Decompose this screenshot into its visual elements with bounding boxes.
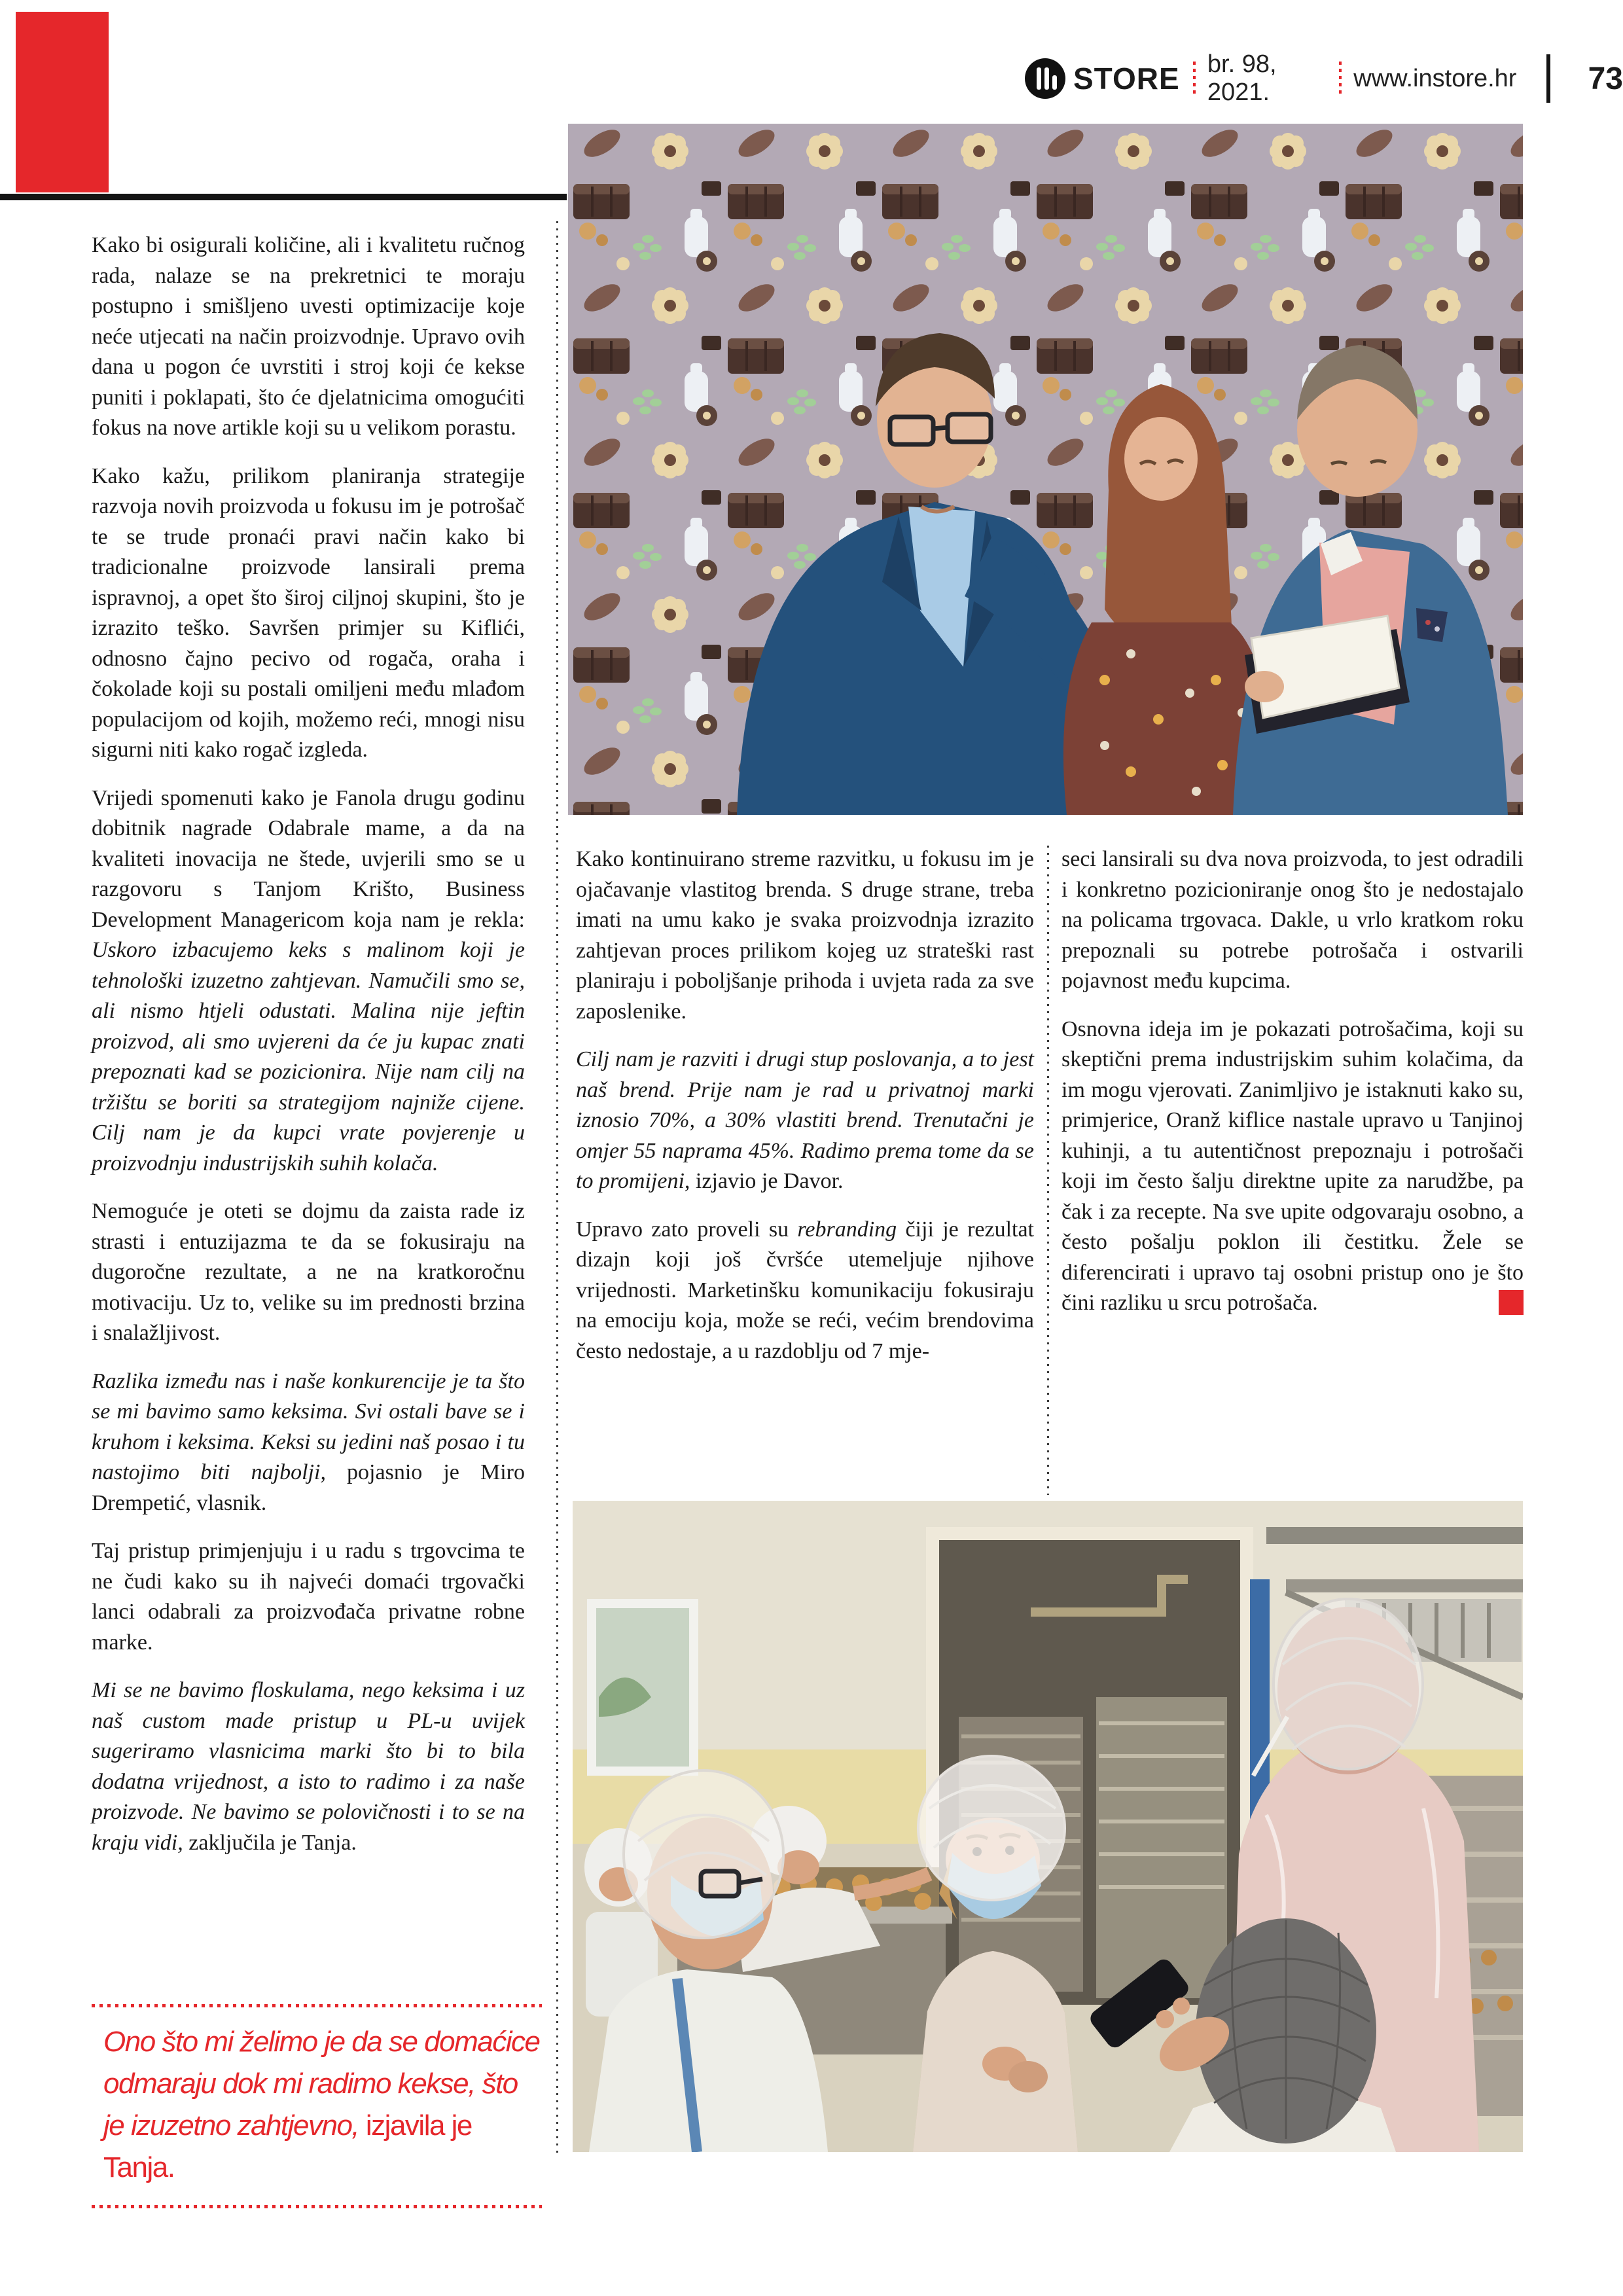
article-column-left <box>92 230 525 1876</box>
paragraph <box>576 844 1034 1027</box>
text-segment: Vrijedi spomenuti kako je Fanola drugu godinu dobitnik nagrade Odabrale mame, a da na kvaliteti inovacija ne štede, uvjerili smo se u razgovoru s Tanjom Krišto, Business Development Managericom koja nam je rekla: <box>92 785 525 932</box>
header-dotted-separator <box>1339 62 1342 96</box>
text-segment: Osnovna ideja im je pokazati potrošačima, koji su skeptični prema industrijskim suhim kolačima, da im mogu vjerovati. Zanimljivo je istaknuti kako su, primjerice, Oranž kiflice nastale upravo u Tanjinoj kuhinji, a tu autentičnost prepoznaju i potrošači koji im često šalju direktne upite za narudžbe, pa čak i za recepte. Na sve upite odgovaraju osobno, a često pošalju poklon ili čestitku. Žele se diferencirati i upravo taj osobni pristup ono je što čini razliku u srcu potrošača. <box>1061 1016 1524 1315</box>
quote-segment: Mi se ne bavimo floskulama, nego keksima i uz naš custom made pristup u PL-u uvijek sugeriramo vlasnicima marki što bi to bila dodatna vrijednost, a isto to radimo i za naše proizvode. Ne bavimo se polovičnosti i to se na kraju vidi, <box>92 1678 525 1855</box>
quote-segment: Cilj nam je razviti i drugi stup poslovanja, a to jest naš brend. Prije nam je rad u privatnoj marki iznosio 70%, a 30% vlastiti brend. Trenutačni je omjer 55 naprama 45%. Radimo prema tome da se to promijeni, <box>576 1047 1034 1193</box>
paragraph <box>92 461 525 766</box>
paragraph <box>92 1536 525 1658</box>
page-number: 73 <box>1588 61 1623 96</box>
hairnet <box>918 1756 1065 1900</box>
paragraph <box>576 1215 1034 1367</box>
paragraph <box>92 230 525 444</box>
corner-accent-bar <box>16 12 109 192</box>
paragraph <box>92 1367 525 1519</box>
quote-segment: rebranding <box>797 1217 897 1242</box>
header-dotted-separator <box>1193 62 1196 96</box>
paragraph <box>1061 1014 1524 1319</box>
issue-label: br. 98, 2021. <box>1207 50 1277 106</box>
text-segment: zaključila je Tanja. <box>183 1830 357 1855</box>
quote-segment: Razlika između nas i naše konkurencije je ta što se mi bavimo samo keksima. Svi ostali bave se i kruhom i keksima. Keksi su jedini naš posao i tu nastojimo biti najbolji, <box>92 1369 525 1484</box>
text-segment: Taj pristup primjenjuju i u radu s trgovcima te ne čudi kako su ih najveći domaći trgovački lanci odabrali za proizvođača privatne robne marke. <box>92 1539 525 1655</box>
photo-meeting-cookie-wall <box>568 124 1523 815</box>
paragraph <box>92 783 525 1179</box>
text-segment: Nemoguće je oteti se dojmu da zaista rade iz strasti i entuzijazma te da se fokusiraju na dugoročne rezultate, a ne na kratkoročnu motivaciju. Uz to, velike su im prednosti brzina i snalažljivost. <box>92 1199 525 1345</box>
text-segment: čiji je rezultat dizajn koji još čvršće utemeljuje njihove vrijednosti. Marketinšku komunikaciju fokusiraju na emociju koja, može se reći, većim brendovima često nedostaje, a u razdoblju od 7 mje- <box>576 1217 1035 1363</box>
pull-quote-text <box>92 2021 542 2189</box>
text-segment: Kako kažu, prilikom planiranja strategije razvoja novih proizvoda u fokusu im je potrošač te se trude pronaći pravi način kako bi tradicionalne proizvode lansirali prema ispravnoj, a opet što široj ciljnoj skupini, što je izrazito teško. Savršen primjer su Kiflići, odnosno čajno pecivo od rogača, oraha i čokolade koji su postali omiljeni među mlađom populacijom od kojih, možemo reći, mnogi nisu sigurni niti kako rogač izgleda. <box>92 463 525 762</box>
column-divider-middle <box>1047 846 1049 1495</box>
header-divider <box>1546 54 1550 103</box>
column-divider-left <box>556 221 558 2153</box>
bottom-photo-illustration <box>573 1501 1523 2152</box>
top-rule <box>0 194 567 200</box>
pull-quote <box>92 2004 542 2208</box>
article-end-mark <box>1499 1290 1524 1315</box>
text-segment: Kako bi osigurali količine, ali i kvalitetu ručnog rada, nalaze se na prekretnici te moraju postupno i smišljeno uvesti optimizacije koje neće utjecati na način proizvodnje. Upravo ovih dana u pogon će uvrstiti i stroj koji će kekse puniti i poklapati, što će djelatnicima omogućiti fokus na nove artikle koji su u velikom porastu. <box>92 233 525 440</box>
article-column-middle <box>576 844 1034 1384</box>
text-segment: seci lansirali su dva nova proizvoda, to jest odradili i konkretno pozicioniranje onog što je nedostajalo na policama trgovaca. Dakle, u vrlo kratkom roku prepoznali su potrebe potrošača i ostvarili pojavnost među kupcima. <box>1061 847 1524 993</box>
paragraph <box>1061 844 1524 997</box>
text-segment: Kako kontinuirano streme razvitku, u fokusu im je ojačavanje vlastitog brenda. S druge strane, treba imati na umu kako je svaka proizvodnja izrazito zahtjevan proces prilikom kojeg uz strateški rast planiraju i poboljšanje prihoda i uvjeta rada za sve zaposlenike. <box>576 847 1034 1024</box>
page-header <box>1025 50 1623 106</box>
paragraph <box>576 1045 1034 1197</box>
text-segment: Upravo zato proveli su <box>576 1217 798 1242</box>
pull-quote-segment: izjavila je Tanja. <box>103 2109 472 2183</box>
paragraph <box>92 1676 525 1858</box>
text-segment: izjavio je Davor. <box>690 1169 844 1193</box>
quote-segment: Uskoro izbacujemo keks s malinom koji je tehnološki izuzetno zahtjevan. Namučili smo se, ali nismo htjeli odustati. Malina nije jeftin proizvod, ali smo uvjereni da će ju kupac znati prepoznati kad se pozicionira. Nije nam cilj na tržištu se boriti sa strategijom najniže cijene. Cilj nam je da kupci vrate povjerenje u proizvodnju industrijskih suhih kolača. <box>92 938 525 1175</box>
website-link[interactable]: www.instore.hr <box>1353 64 1517 92</box>
instore-logo-icon <box>1025 58 1065 99</box>
top-photo-illustration <box>568 124 1523 815</box>
quote-dotted-rule-bottom <box>92 2205 542 2208</box>
quote-dotted-rule-top <box>92 2004 542 2007</box>
photo-factory-visit <box>573 1501 1523 2152</box>
article-column-right <box>1061 844 1524 1336</box>
pull-quote-segment: Ono što mi želimo je da se domaćice odmaraju dok mi radimo kekse, što je izuzetno zahtjevno, <box>103 2026 540 2142</box>
magazine-brand: STORE <box>1073 62 1180 96</box>
paragraph <box>92 1196 525 1349</box>
text-segment: pojasnio je Miro Drempetić, vlasnik. <box>92 1460 525 1515</box>
